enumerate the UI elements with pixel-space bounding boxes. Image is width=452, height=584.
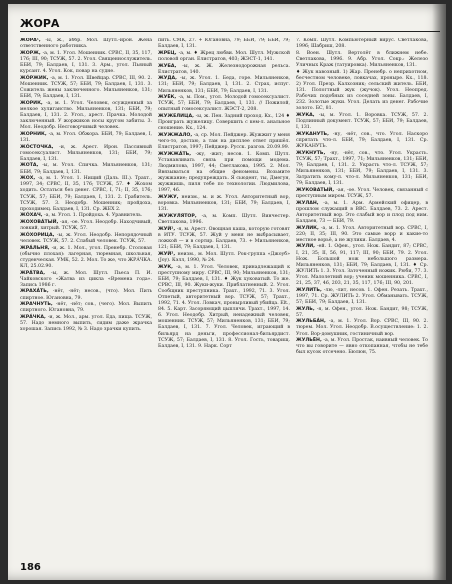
entry-headword: ЖУКНУТЬ, [296,150,330,156]
dictionary-entry [296,70,428,113]
entry-definition: -и, ж. Мол., арм. угол. Еда, пища. ТСУЖ, 57. Надо немного выпить, сидим даже жрачка хорошая. Запись 1992, № 3. Надо зрачки купить. [20,315,152,333]
dictionary-entry [20,76,152,100]
dictionary-entry [296,226,428,244]
entry-headword: ЖУДА, [158,76,181,82]
entry-definition: -ая, -ое. Угол. Человек, связанный с преступным миром. ТСУЖ, 57. [296,187,428,199]
page-number: 186 [20,562,41,573]
dictionary-entry [296,113,428,131]
entry-definition: -ы, ж., аббр. Мол. Шутл.-ирон. Жена ответственного работника. [20,38,152,50]
dictionary-entry [158,152,290,195]
entry-definition: -ая, -ое. Угол. Неодобр. Находчивый, ловкий, хитрый. ТСУЖ, 57. [20,220,152,232]
dictionary-entry [20,289,152,301]
entry-definition: -ы, ж. Пен. Задний проход. Кх., 124 ♦ Проиграть жужелицу. Совершить с кем-л. анальное сношение. Кх., 124. [158,114,290,132]
entry-definition: -а, м. Угол. Простак, наивный человек. То что вы говорите — явно откопанная, чтобы не тебе был кусок отсечено. Бюлюн, 75. [296,338,428,356]
entry-definition: -ы, ж. Угол. 1. Беда, горе. Мильяненков, 131; ББИ, 79; Балдаев, I, 131. 2. Страх, испуг. Мильяненков, 131; ББИ, 79; Балдаев, I, 131. [158,76,290,94]
dictionary-entry [296,288,428,306]
dictionary-entry [158,252,290,264]
entry-headword: ЖУЛИК, [296,225,321,231]
entry-headword: ЖУЖУЛЯТОР, [158,213,202,219]
entry-definition: -а, м. Комп. Шутл. Винчестер. Светлакова, 1996. [158,213,290,226]
entry-definition: -я, м. Офен., угол. Нож. Бандит, 98; ТСУЖ, 57. [296,306,428,318]
entry-definition: неизм., м. Мол. Шутл. Рок-группа «Джоуб» (Joy). Кэлл, 1990, № 24. [158,251,290,263]
dictionary-entry [296,38,428,50]
dictionary-entry [20,176,152,213]
header-rule [20,31,440,32]
running-head [20,14,440,32]
entry-headword: ЖОТА, [20,163,43,169]
entry-definition: -ы, ж. Мол. Шутл. Пьеса П. И. Чайковского «Жатва из цикла «Времена года». Запись 1986 г. [20,270,152,288]
entry-headword: ЖУК, [158,264,177,270]
dictionary-entry [296,188,428,200]
dictionary-entry [296,244,428,287]
entry-definition: -ну, -нёт, сов., что. Угол. Наскоро спрятать что-л. ББИ, 79; Балдаев, I, 131. Ср. ЖУКАНУТЬ. [296,131,428,149]
entry-headword: ЖРÁЧКА, [20,315,48,321]
entry-headword: ЖУЙ², [158,251,178,257]
entry-headword: ЖРЕЦ, [158,50,179,56]
entry-definition: -ы, ж. Ж. Железнодорожная рельса. Елистратов, 140. [158,63,290,75]
entry-headword: ЖУЛЬЁН, [296,338,324,344]
entry-headword: ЖУЛИТЬ, [296,287,324,293]
entry-headword: ЖУЛИ, [296,244,318,250]
entry-definition: -нёт, -нёт; сов., (чего). Мол. Выпить спиртного. Югановна, 79. [20,302,152,314]
entry-definition: -а, м. 1. Угол. 1. Нищий (Даль. III.). Трахт., 1997, 34; СРВС, II, 35, 176; ТСУЖ, 57. ♦ Жохом ходить. Остаться без денег. СРВС, I, 71; II, 35, 176; ТСУЖ, 57; ББИ, 79; Балдаев, I, 131. 2. Грабитель. ТСУЖ, 57. 3. Неодобр. Мошенник; пройдоха, проходимец. Балдаев, I, 131. Ср. ЖЕХ 2. [20,176,152,212]
entry-definition: -ы, ж. Угол. Неодобр. Непорядочный человек. ТСУЖ, 57. 2. Слабый человек. ТСУЖ, 57. [20,232,152,244]
entry-headword: ЖОРЖ, [20,50,43,56]
dictionary-entry [296,319,428,337]
entry-definition: -а, м. 1. Угол. Швейцар. СРВС, III, 90. 2. Мошенник. ТСУЖ, 57; ББИ, 79; Балдаев, I, 131. 3. Сожитель жены заключенного. Мильяненков, 131; ББИ, 79; Балдаев, I, 131. [20,75,152,100]
entry-definition: -а, м. 1. Угол. Авторитетный вор. СРВС, I, 220; II, 35; III, 90. Это самые ворр и какие-то местное ворьё, а не жулики. Балдаев, 4. [296,225,428,243]
entry-definition: -а, м. Угол. Обжора. ББИ, 79; Балдаев, I, 131. [20,131,152,143]
entry-definition: -жу, -жит; несов. 1. Комп. Шутл. Устанавливать связь при помощи модема. Людмилова, 1997, 44; Светлакова, 1995. 2. Мол. Ввязываться на общие феномены. Возьмите жужжание; предупреждать. Я сьюдент, ты, Дмегун, жужжишь, пиля тебе по технологии. Людмилова, 1997, 46. [158,151,290,194]
dictionary-entry [20,315,152,333]
entry-headword: ЖРÁЛЬНЯ, [20,245,52,251]
entry-headword: ЖРАЧНУТЬ, [20,302,56,308]
column-2 [158,38,290,558]
entry-headword: ЖОХ, [20,176,38,182]
dictionary-entry [20,233,152,245]
entry-definition: -лю, -лит, несов. 1. Офен. Резать. Трахт., 1997, 71. Ср. ЖУЛИТЬ 2. Угол. Обманывать. ТСУЖ, 57; ББИ, 79; Балдаев, I, 131. [296,287,428,305]
entry-headword: ЖУЛАН, [296,200,324,206]
dictionary-entry [158,133,290,151]
entry-definition: -а, м. Угол. 1. Пройдоха. 4. Уравнитель. [44,213,143,219]
dictionary-entry [20,271,152,289]
dictionary-entry [158,114,290,132]
entry-definition: -и, ж. 1. Мол., угол. Пренебр. Столовая (обычно плохая): лагерная, тюремная, школьная, студенческая. УМК, 52. 2. Мол. То же, что ЖРÁЧКА. КЛ, 25.02.90. [20,245,152,269]
dictionary-entry [20,163,152,175]
dictionary-entry [158,95,290,113]
dictionary-entry [158,38,290,50]
entry-headword: ЖОХОВÁТЫЙ, [20,220,60,226]
entry-headword: ЖÓРЖИК, [20,75,51,81]
dictionary-entry [296,132,428,150]
entry-definition: неизм., м. и ж. Угол. Авторитетный вор, воровка. Мильяненков, 131; ББИ, 79; Балдаев, I, 131. [158,195,290,213]
entry-headword: ЖУЖЖÁТЬ, [158,151,196,157]
entry-headword: ЖÓСТОЧКА, [20,144,60,150]
entry-definition: -ей. 1. Офен., угол. Нож. Бандит, 87; СРВС, I, 21, 35; II, 56, 91, 117; III, 90; ББИ, 79. 2. Угол. Нож. Большой нож небольшого размера. Мильяненков, 131; ББИ, 79; Балдаев, I, 131. ♦ Ср. ЖУЛИТЬ 1. 3. Угол. Заточенный ножик. Рюби, 77. 3. Угол. Малолетний вор; ученик мошенника. СРВС, I, 21, 25, 37, 46, 203, 21, 35, 117, 176; III, 90, 201. [296,244,428,286]
dictionary-entry [296,151,428,188]
entry-headword: ЖУКАНУТЬ, [296,131,333,137]
running-head-word: ЖОРА [20,17,60,30]
entry-headword: ЖÓХОРИЦА, [20,232,57,238]
book-spine-shadow [432,4,446,580]
dictionary-entry [158,51,290,63]
entry-headword: ЖУЁК, [158,95,179,101]
dictionary-entry [20,132,152,144]
entry-definition: -а, м. 1. Арм. Армейский офицер, в прошлом служащий в ВВС. Балдаев, 73. 2. Арест. Авторитетный вор. Это слабый вор и плод под ним. Балдаев, 73 — ББИ, 79. [296,200,428,224]
entry-definition: -я, м. Арест. Овощная каша, которую готовят в ИТУ. ТСУЖ, 57. Жуй у меня не выбрасывает, ложкой — и в сортир. Балдаев, 73. + Мильяненков, 121; ББИ, 79; Балдаев, I, 131. [158,226,290,251]
entry-headword: ЖУЖУ, [158,195,182,201]
entry-headword: ЖУЛЬБÁН, [296,319,330,325]
entry-definition: -нёт, -нёт; несов., (что). Мол. Пить спиртное. Югановна, 79. [20,289,152,301]
dictionary-entry [296,201,428,225]
entry-headword: ЖУБА, [158,63,183,69]
entry-definition: -а, м. 1. Угол. Человек, осужденный за мелкое хулиганство. Мильяненков, 131; ББИ, 79; Балдаев, I, 131. 2. Угол., арест. Прачка. Молодой заключенный. У жоржиков носы кругом забиты. 3. Мол. Неодобр. Несговорчивый человек. [20,100,152,131]
entry-headword: ЖОРИК, [20,100,46,106]
dictionary-entry [20,51,152,75]
dictionary-entry [158,265,290,350]
dictionary-entry [20,213,152,219]
entry-definition: -а, м. 1. Угол. Мошенник. СРВС, II, 35, 117, 176; III, 90; ТСУЖ, 57. 2. Угол. Священнослужитель. ББИ, 79; Балдаев, I, 131. 3. Арм., угол. Пьяный курсант. 4. Угол. Кок, повар на судне. [20,50,152,75]
entry-definition: пить. СМК, 27. + Югановна, 79; ББИ, 79; ББИ, 79; Балдаев, I, 131. [158,38,290,50]
dictionary-entry [158,214,290,226]
entry-definition: -а, м. Пом., угол. Молодой гомосексуалист. ТСУЖ, 57; ББИ, 79; Балдаев, I, 131. // Пожилой, опытный гомосексуалист. ЖЭСТ-2, 208. [158,95,290,113]
entry-definition: 7. Комп. Шутл. Компьютерный вирус. Светлакова, 1996; Шабриш, 208. [296,38,428,50]
entry-definition: -а, м. 1. Угол. Человек, принадлежащий к преступному миру. СРВС, III, 90; Мильяненков, 131; ББИ, 79; Балдаев, I, 131. ♦ Жук хуковатый. То же. СРВС, III, 90. Жуки-жуки. Приблатненный. 2. Угол. Сообщник преступника. Трахт., 1992, 71. 3. Угол. Отпетый, авторитетный вор. ТСУЖ, 57; Трахт., 1992, 71. 4. Угол. Ловкач, пронырливый убийца. Elt., 84. 5. Карт. Засоряющий цыплячи. Трахт., 1997, 14. 6. Угол. Неодобр. Хитрый, ненадежный человек, мошенник. ТСУЖ, 57; Мильяненков, 131; ББИ, 79; Балдаев, I, 131. 7. Угол. Человек, играющий в бильярд на деньги, профессионал-бильярдист. ТСУЖ, 57; Балдаев, I, 131. 8. Угол. Гость, товарищ. Балдаев, I, 131. 9. Нарк. Сорт [158,264,290,349]
entry-headword: ЖУЛЬ, [296,306,317,312]
entry-headword: ЖУЖЖАЛО, [158,132,194,138]
entry-headword: ЖУЖЕЛИЦА, [158,114,196,120]
entry-definition: -ы, м. Угол. 1. Воровка. ТСУЖ, 57. 2. Подлинный документ. ТСУЖ, 57; ББИ, 79; Балдаев, I, 131. [296,112,428,131]
dictionary-entry [296,307,428,319]
entry-headword: ЖРАХÁТЬ, [20,289,53,295]
column-3 [296,38,428,558]
entry-definition: -ы, м. Угол. Спичка. Мильяненков, 131; ББИ, 79; Балдаев, I, 131. [20,163,152,175]
entry-headword: ЖУКА, [296,112,319,118]
dictionary-entry [158,195,290,213]
entry-definition: ♦ Жук навозный. 1) Жар. Пренебр. о неприхотном, бесчестном человеке, ловкачах, проныре. Кх., 118. 2) Угол. Презр. Калхозник; сельский житель. ББИ, 131. Пологтный жук (жучок). Угол. Неопред. Рабочих подобных из соседней зоны. Балдаев, I, 232. Золотые жуки. Угол. Делать из денег. Рабочие золото. БС, 81. [296,69,428,112]
entry-headword: ЖÓХАЧ, [20,213,45,219]
entry-headword: ЖРÁТВА, [20,270,51,276]
dictionary-entry [20,38,152,50]
dictionary-entry [158,227,290,251]
dictionary-entry [158,76,290,94]
entry-headword: ЖУЙ¹, [158,226,177,232]
dictionary-entry [20,302,152,314]
dictionary-entry [20,101,152,131]
dictionary-entry [296,338,428,356]
dictionary-page [8,4,446,580]
entry-definition: -ну, -нёт, сов., что. Угол. Украсть. ТСУЖ, 57; Трахт., 1997, 71; Мильяненков, 131; ББИ, 79; Балдаев, I, 131. 2. Украсть что-л. ТСУЖ, 57; Мильяненков, 131; ББИ, 79; Балдаев, I, 131. 3. Затратить кому-л. что-л. Мильяненков, 131; ББИ, 79; Балдаев, I, 131. [296,150,428,187]
entry-headword: ЖОРНИК, [20,131,49,137]
dictionary-entry [158,64,290,76]
column-1 [20,38,152,558]
entry-definition: -а, м. ♦ Жрец любви. Мол. Шутл. Мужской половой орган. Елистратов, 403; ЖЭСТ-1, 141. [158,50,290,62]
dictionary-entry [20,220,152,232]
dictionary-entry [20,246,152,270]
entry-definition: -а, ср. Мол. Пейджер. Жужжит у меня чего-то, достаю, а там на дисплее ответ пришёл. Елистратов, 1997; Пейджер. Русск. разгов. 20.09.99. [158,132,290,151]
entry-headword: ЖУКОВАТЫЙ, [296,187,337,193]
entry-definition: 8. Воен. Шутл. Вертолёт в ближнем небе. Светлакова, 1996. 9. Абр. Угол. Сокр.: Железо Уличных Краж (татуировка). Мильяненков, 131. [296,50,428,68]
dictionary-entry [20,145,152,163]
dictionary-entry [296,51,428,69]
entry-headword: ЖÓРА¹, [20,38,46,43]
entry-definition: -а, м. 1. Угол. Вор. СРВС, III, 90. 2. тюрем. Мол. Угол. Неодобр. В.осуществление: 1. 2. Угол. Вор-домушник, гостиничный вор. [296,319,428,337]
entry-definition: -и, ж. Арест. Ирон. Пассивный гомосексуалист. Мильяненков, 131; ББИ, 79; Балдаев, I, 131. [20,144,152,162]
